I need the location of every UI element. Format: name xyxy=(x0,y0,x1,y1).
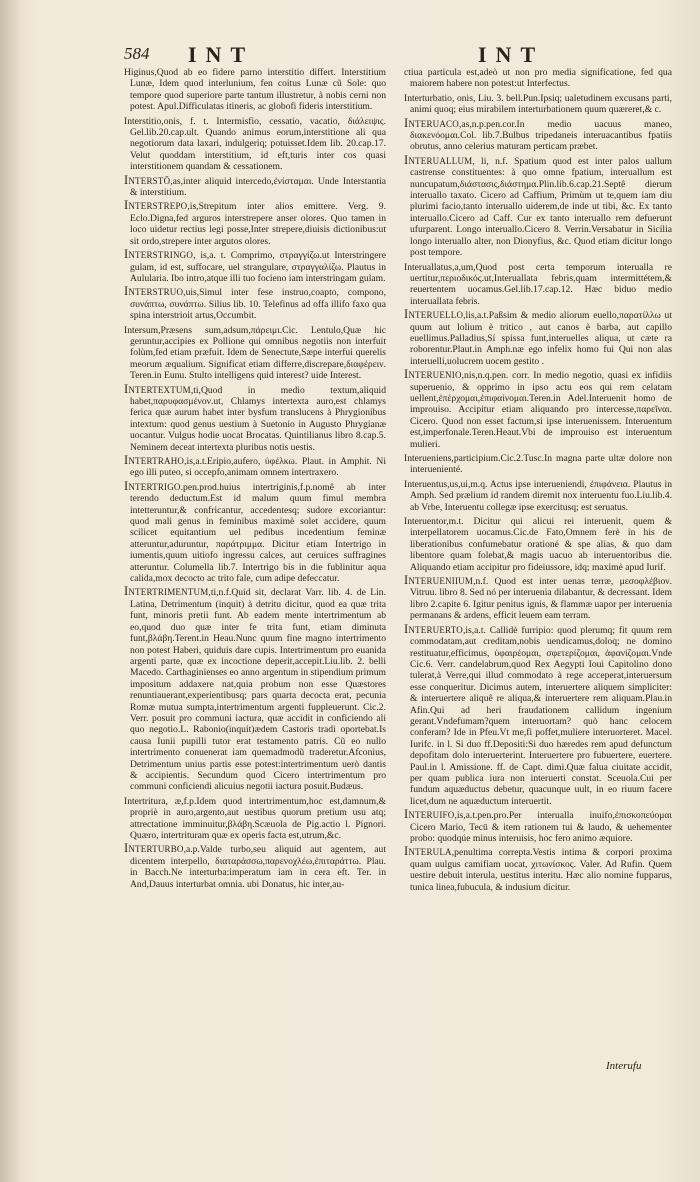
dictionary-entry xyxy=(124,455,386,479)
entry-text: , is,a. t. Comprimo, στραγγίζω.ut Interstringere gulam, id est, suffocare, uel strangulare, στραγγαλίζω. Plautus in Aulularia. Ibo intro,atque illi tuo focieno iam interstringam gulam. xyxy=(130,250,386,284)
dictionary-entry xyxy=(404,621,672,808)
entry-headword: Interstrepo xyxy=(124,198,188,213)
entry-headword: Interuenio xyxy=(404,367,462,382)
dictionary-entry xyxy=(124,478,386,585)
catchword: Interufu xyxy=(606,1060,642,1072)
entry-text: ,as,n.p.pen.cor.In medio uacuus maneo, διακενόομαι.Col. lib.7.Bulbus tripedaneis interuacantibus fpatiis obrutus, anno celerius maturam perticam præbet. xyxy=(410,118,672,153)
entry-text: ctiua particula est,adeò ut non pro media significatione, fed qua maiorem habere non potest:ut Interfectus. xyxy=(404,67,672,90)
entry-headword: Intertraho xyxy=(124,453,185,467)
entry-text: ,is,a.t. Callidè furripio: quod plerumq; fit quum rem commodatam,aut creditam,nobis uendicamus,doloq; ne domino restituatur,efficimus, ὑφαιρέομαι, σφετερίζομαι, ἀφανίζομαι.Vnde Cic.6. Verr. candelabrum,quod Rex Aegypti Ioui Capitolino dono tulerat,à Verre,qui illud commodato à rege acceperat,interuersum esse conqueritur. Dicimus autem, interuertere aliquem simpliciter: & interuertere aliquê re aliqua,& interuertere rem aliquam.Plau.in Afin.Qui ad heri fraudationem callidum ingenium gerant.Vndefumam?quem interuortam? quò hanc celocem conferam? Ide in Pfeu.Vt me,fi poffet,muliere interuorteret. Macel. Iurifc. in l. Si duo ff.Depositi:Si duo hæredes rem apud defunctum depofitam dolo interuerterint. Interuertere pro fubuertere, euertere. Paul.in l. Amissione. ff. de Capt. dimi.Quæ falua ciuitate accidit, per quam publica iura non interuerti constat. Sceuola.Cui per fundum aquæductus debetur, quacunque uult, in eo riuum facere licet,dum ne aquæductum interuertit. xyxy=(410,624,672,807)
entry-headword: Interuallum xyxy=(404,152,473,167)
page-number: 584 xyxy=(124,44,150,63)
dictionary-entry xyxy=(404,515,672,573)
entry-text: ,ti,n.f.Quid sit, declarat Varr. lib. 4. de Lin. Latina, Detrimentum (inquit) à detritu dicitur, quod ea quæ trita funt, minoris pretii funt. Ab eadem mente intertrimentum ab eo,quod duo quæ inter fe trita funt, etiam diminuta funt,βλάβη.Terent.in Heau.Nunc quum fine magno intertrimento non potest Haberi, quiduis dare cupis. Intertrimentum pro euanida argenti parte, quæ ex incoctione deperit,accepit.Liu.lib. 2. belli Macedo. Carthaginienses eo anno argentum in stipendium primum impositum addaxere nat,quia probum non esse Quæstores renuntiauerant,experientibusq; pars quarta decocta erat, pecunia Romæ mutua sumpta,intertrimentum argenti fuppleuerunt. Cic.2. Verr. posuit pro communi iactura, quæ accidit in conficiendo ali quo negotio.L. Rabonio(inquit)ædem Castoris tradi oportebat.Is causa Iunii pupilli tutor erat testamento patris. Cũ eo nullo intertrimento conuenerat iam quemadmodũ traderetur.Afconius, Detrimentum unius partis esse potest:intertrimentum uerò dantis & accipientis. Secundum quod Cicero intertrimentum pro communi conficiendi alicuius negotii iactura posuit.Budæus. xyxy=(130,587,386,793)
entry-headword: Interstringo xyxy=(124,247,194,262)
left-column xyxy=(124,66,386,1116)
running-head-left: INT xyxy=(188,42,255,67)
entry-text: ,n.f. Quod est inter uenas terræ, μεσοφλέβιον. Vitruu. libro 8. Sed nó per interuenia dilabantur, & decressant. Idem libro 2.capite 6. Igitur penitus ignis, & flammæ uapor per interuenia permanans & ardens, efficit leuem eam terram. xyxy=(410,576,672,622)
entry-text: ,is,a.t.pen.pro.Per interualla inuifo,ἐπισκοπεύομαι Cicero Mario, Tecū & item rationem tui & laudo, & uehementer probo: quodqúe minus interuisis, hoc fero animo æquiore. xyxy=(410,810,672,844)
dictionary-entry xyxy=(404,261,672,308)
entry-text: ,is,Strepitum inter alios emittere. Verg. 9. Eclo.Digna,fed arguros interstrepere anser olores. Quo tamen in loco uidetur rectius legi posse,Inter strepere,diuisis dictionibus:ut sit ordo,strepere inter argutos olores. xyxy=(130,201,386,247)
entry-text: Interstitio,onis, f. t. Intermisfio, cessatio, vacatio, διάλειψις. Gel.lib.20.cap.ult. Quando animus eorum,interstitione ali qua negotiorum data laxari, indulgeriq; potuisset.Idem lib. 20.cap.17. Velut quoddam interstitium, id eft,turis inter cos quasi interstitionem quandam & cessationem. xyxy=(124,115,386,173)
entry-text: ,penultima correpta.Vestis intima & corpori proxima quam uulgus camifiam uocat, χιτωνίσκος. Valer. Ad Rufin. Quem uestire debuit interula, uestitus interitu. Hæc alio nomine fupparus, tunica linea,fubucula, & indusium dicitur. xyxy=(410,847,672,893)
entry-text: Interturbatio, onis, Liu. 3. bell.Pun.Ipsiq; ualetudinem excusans parti, animi quoq; eius mirabilem interturbationem quum quæreret,& c. xyxy=(404,92,672,116)
dictionary-entry xyxy=(404,478,672,513)
entry-headword: Interuifo xyxy=(404,807,455,822)
entry-text: Interueniens,participium.Cic.2.Tusc.In magna parte ultæ dolore non interuenienté. xyxy=(404,453,672,476)
entry-headword: Intertrimentum xyxy=(124,584,209,599)
dictionary-entry xyxy=(404,575,672,622)
entry-headword: Interueniium xyxy=(404,573,474,588)
dictionary-entry xyxy=(124,249,386,284)
entry-text: Intersum,Præsens sum,adsum,πάρειμι.Cic. Lentulo,Quæ hic geruntur,accipies ex Pollione qui omnibus negotiis non interfuit folùm,fed etiam præfuit. Idem de Senectute,Sæpe interfui querelis meorum æqualium. Significat etiam differre,discrepare,διαφέρειν. Teren.in Eunu. Stulto intelligens quid interest? uide Interest. xyxy=(124,324,386,382)
entry-text: ,a.p.Valde turbo,seu aliquid aut agentem, aut dicentem interpello, διαταράσσω,παρενοχλέω,ἐπιταράττω. Plau. in Bacch.Ne interturba:imperatum iam in cera eft. Ter. in And,Dauus interturbat omnia. ubi Donatus, hic inter,au- xyxy=(130,844,386,890)
dictionary-entry xyxy=(124,381,386,453)
entry-headword: Interuaco xyxy=(404,115,459,130)
entry-headword: Interstruo xyxy=(124,284,184,299)
entry-text: ,uis,Simul inter fese instruo,coapto, compono, συνάπτω, συνάπτω. Silius lib. 10. Telefinus ad offa illifo faxo qua spina interstrioit artus,Occumbit. xyxy=(130,287,386,322)
entry-text: ,ti,Quod in medio textum,aliquid habet,παρυφασμένον.ut, Chlamys intertexta auro,est chlamys ferica quæ aurum habet inter bysfum translucens à Phrygionibus intextum: quod genus uestium à Suetonio in Augusto Phrygianæ uocantur. Vulgus hodie uocat Brocatas. Quintilianus libro 8.cap.5. Neminem deceat intertexta pluribus notis uestis. xyxy=(130,384,386,453)
entry-text: ,as,inter aliquid intercedo,ἐνίσταμαι. Unde Interstantia & interstitium. xyxy=(130,175,386,199)
page-header xyxy=(0,42,700,68)
dictionary-entry xyxy=(404,846,672,893)
running-head-right: INT xyxy=(478,42,545,67)
entry-headword: Interstō xyxy=(124,172,171,187)
dictionary-entry xyxy=(404,452,672,476)
dictionary-entry xyxy=(124,200,386,247)
dictionary-entry xyxy=(124,586,386,792)
entry-headword: Interuello xyxy=(404,307,464,322)
dictionary-entry xyxy=(404,369,672,450)
entry-text: , li, n.f. Spatium quod est inter palos uallum castrense constituentes: à quo omne fpatium, interuallum est nuncupatum,διάστασις,διάστημα.Plin.lib.6.cap.21.Septê dierum interuallo taxato. Cicero ad Caffium, Primùm ut te,quem iam diu plurimi facio,tanto interuallo uiderem,de inde ut tibi, &c. Ex tanto interuallo.Cicero ad Caff. Cur ex tanto interuallo rem defuerunt ufurparent. Longo interuallo.Cicero 8. Verrin.Versabatur in Sicilia longo interuallo alter, non Dionyfius, &c. Quod etiam dicitur longo post tempore. xyxy=(410,155,672,259)
entry-text: Higinus,Quod ab eo fidere parno interstitio differt. Interstitium Lunæ, Idem quod interlunium, fen coitus Lunæ cũ Sole: quo tempore quod superiore parte tantum illustretur, à nobis cerni non potest. Apul.Difficulatas itineris, ac globofi fideris interstitium. xyxy=(124,67,386,113)
dictionary-entry xyxy=(404,66,672,90)
dictionary-entry xyxy=(404,309,672,367)
entry-headword: Intertrigo xyxy=(124,478,181,493)
entry-headword: Interuerto xyxy=(404,621,463,636)
entry-text: .pen.prod.huius intertriginis,f.p.nomê ab inter terendo deductum.Est id malum quum fimul membra intetteruntur,& confricantur, accedentesq; sudore excoriantur: quod mali genus in feminibus maximè solet accidere, quum scilicet equitantium uel pedibus incedentium feminæ atteruntur,aduruntur, παράτριμμα. Dicitur etiam Intertrigo in iumentis,quum uitiofo ingressu calces, aut ceruices suffragines atteruntur. Columella lib.7. Intertrigo bis in die fublinitur aqua calida,mox decocto ac trito fale, cum adipe defeccatur. xyxy=(130,481,386,585)
dictionary-entry xyxy=(404,152,672,259)
dictionary-entry xyxy=(404,92,672,116)
dictionary-entry xyxy=(124,324,386,382)
dictionary-entry xyxy=(124,172,386,199)
entry-text: Interuallatus,a,um,Quod post certa temporum interualla re uertitur,περιοδικός.ut,Interuallata febris,quam intermittétem,& reuertentem uocamus.Gel.lib.17.cap.12. Hæc biduo medio interuallata febris. xyxy=(404,261,672,307)
dictionary-entry xyxy=(404,809,672,844)
dictionary-entry xyxy=(404,115,672,153)
gutter-shadow xyxy=(0,0,22,1182)
dictionary-entry xyxy=(124,286,386,321)
entry-text: ,is,a.t.Eripio,aufero, ὑφέλκω. Plaut. in Amphit. Ni ego illi puteo, si occepfo,animam omnem intertraxero. xyxy=(130,456,386,479)
entry-headword: Interula xyxy=(404,844,452,859)
dictionary-entry xyxy=(124,795,386,842)
entry-headword: Intertextum xyxy=(124,381,191,396)
entry-headword: Interturbo xyxy=(124,841,184,856)
right-column xyxy=(404,66,672,1116)
entry-text: Interuentor,m.t. Dicitur qui alicui rei interuenit, quem & interpellatorem uocamus.Cic.de Fato,Omnem ferè in his de liberationibus confumebatur orationé & spe alias, & quo dam libentore quam folebat,& magis uacuo ab interuentoribus die. Aliquando etiam accipitur pro fideiussore, idq; maximè apud Iurif. xyxy=(404,516,672,573)
dictionary-entry xyxy=(124,843,386,890)
entry-text: ,lis,a.t.Paßsim & medio aliorum euello,παρατίλλω ut quum aut lolium è tritico , aut canos è barba, aut capillo euellimus.Palladius,Sí spissa funt,interuelles aliqua, ut cæte ra roborentur.Plaut.in Amph.næ ego infelix homo fui Qui non alas interuelli,uolucrem uocem gestito . xyxy=(410,310,672,367)
entry-text: Intertritura, æ,f.p.Idem quod intertrimentum,hoc est,damnum,& propriè in auro,argento,aut uestibus quorum pretium usu atq; attrectatione imminuitur,βλάβη.Scæuola de Pig.actio l. Pignori. Quæro, intertrituram quæ ex operis facta est,utrum,&c. xyxy=(124,795,386,841)
entry-text: Interuentus,us,ui,m.q. Actus ipse interueniendi, ἐπιφάνεια. Plautus in Amph. Sed prælium id randem diremit nox interuentu fuo.Liu.lib.4. ab Vrbe, Interuentu collegæ ipse exercitusq; est seruatus. xyxy=(404,478,672,513)
entry-text: ,nis,n.q.pen. corr. In medio negotio, quasi ex infidiis superuenio, & opprimo in ipso actu eos qui rem celatam uellent,ἐπέρχομαι,ἐπιφαίνομαι.Teren.in Adel.Interuenit homo de improuiso. Accipitur etiam aliquando pro intercesse,παρεῖναι. Cicero. Quod non esset factum,si ipse interuenissem. Interuentum est,imperfonale.Teren.Heaut.Vbi de improuiso est interuentum mulieri. xyxy=(410,370,672,450)
dictionary-entry xyxy=(124,115,386,173)
dictionary-entry xyxy=(124,66,386,113)
